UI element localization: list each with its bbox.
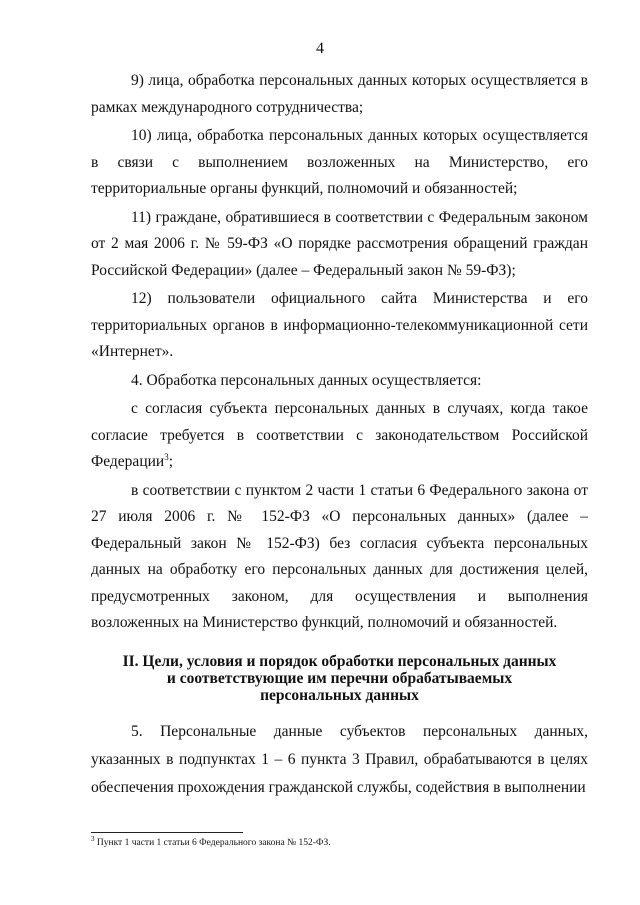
footnote-text: Пункт 1 части 1 статьи 6 Федерального закона № 152-ФЗ. xyxy=(94,838,331,848)
section-heading-line-2: и соответствующие им перечни обрабатываемых xyxy=(166,670,513,687)
paragraph-consent-tail: ; xyxy=(168,453,174,470)
section-heading-line-1: II. Цели, условия и порядок обработки персональных данных xyxy=(122,653,557,670)
paragraph-without-consent: в соответствии с пунктом 2 части 1 статьи 6 Федерального закона от 27 июля 2006 г. № 152-ФЗ «О персональных данных» (далее – Федеральный закон № 152-ФЗ) без согласия субъекта персональных данных на обработку его персональных данных для достижения целей, предусмотренных законом, для осуществления и выполнения возложенных на Министерство функций, полномочий и обязанностей. xyxy=(91,481,588,631)
footnote-divider xyxy=(91,832,243,833)
section-body xyxy=(91,718,588,802)
footnote-ref-marker: 3 xyxy=(164,451,169,462)
footnote xyxy=(91,834,591,848)
page-number: 4 xyxy=(316,40,324,57)
section-heading-line-3: персональных данных xyxy=(260,687,419,704)
paragraph-consent-text: с согласия субъекта персональных данных в случаях, когда такое согласие требуется в соответствии с законодательством Российской Федерации xyxy=(91,400,588,470)
footnote-marker: 3 xyxy=(91,834,95,843)
paragraph-item-9: 9) лица, обработка персональных данных которых осуществляется в рамках международного сотрудничества; xyxy=(91,72,588,116)
paragraph-clause-5: 5. Персональные данные субъектов персональных данных, указанных в подпунктах 1 – 6 пункта 3 Правил, обрабатываются в целях обеспечения прохождения гражданской службы, содействия в выполнении xyxy=(91,723,588,796)
paragraph-consent xyxy=(91,396,588,476)
paragraph-item-12: 12) пользователи официального сайта Министерства и его территориальных органов в информационно-телекоммуникационной сети «Интернет». xyxy=(91,290,588,360)
paragraph-item-10: 10) лица, обработка персональных данных которых осуществляется в связи с выполнением возложенных на Министерство, его территориальные органы функций, полномочий и обязанностей; xyxy=(91,127,588,197)
paragraph-clause-4: 4. Обработка персональных данных осуществляется: xyxy=(131,371,482,389)
body-text xyxy=(91,68,588,639)
paragraph-item-11: 11) граждане, обратившиеся в соответствии с Федеральным законом от 2 мая 2006 г. № 59-ФЗ «О порядке рассмотрения обращений граждан Российской Федерации» (далее – Федеральный закон № 59-ФЗ); xyxy=(91,208,588,279)
section-heading xyxy=(91,653,588,704)
